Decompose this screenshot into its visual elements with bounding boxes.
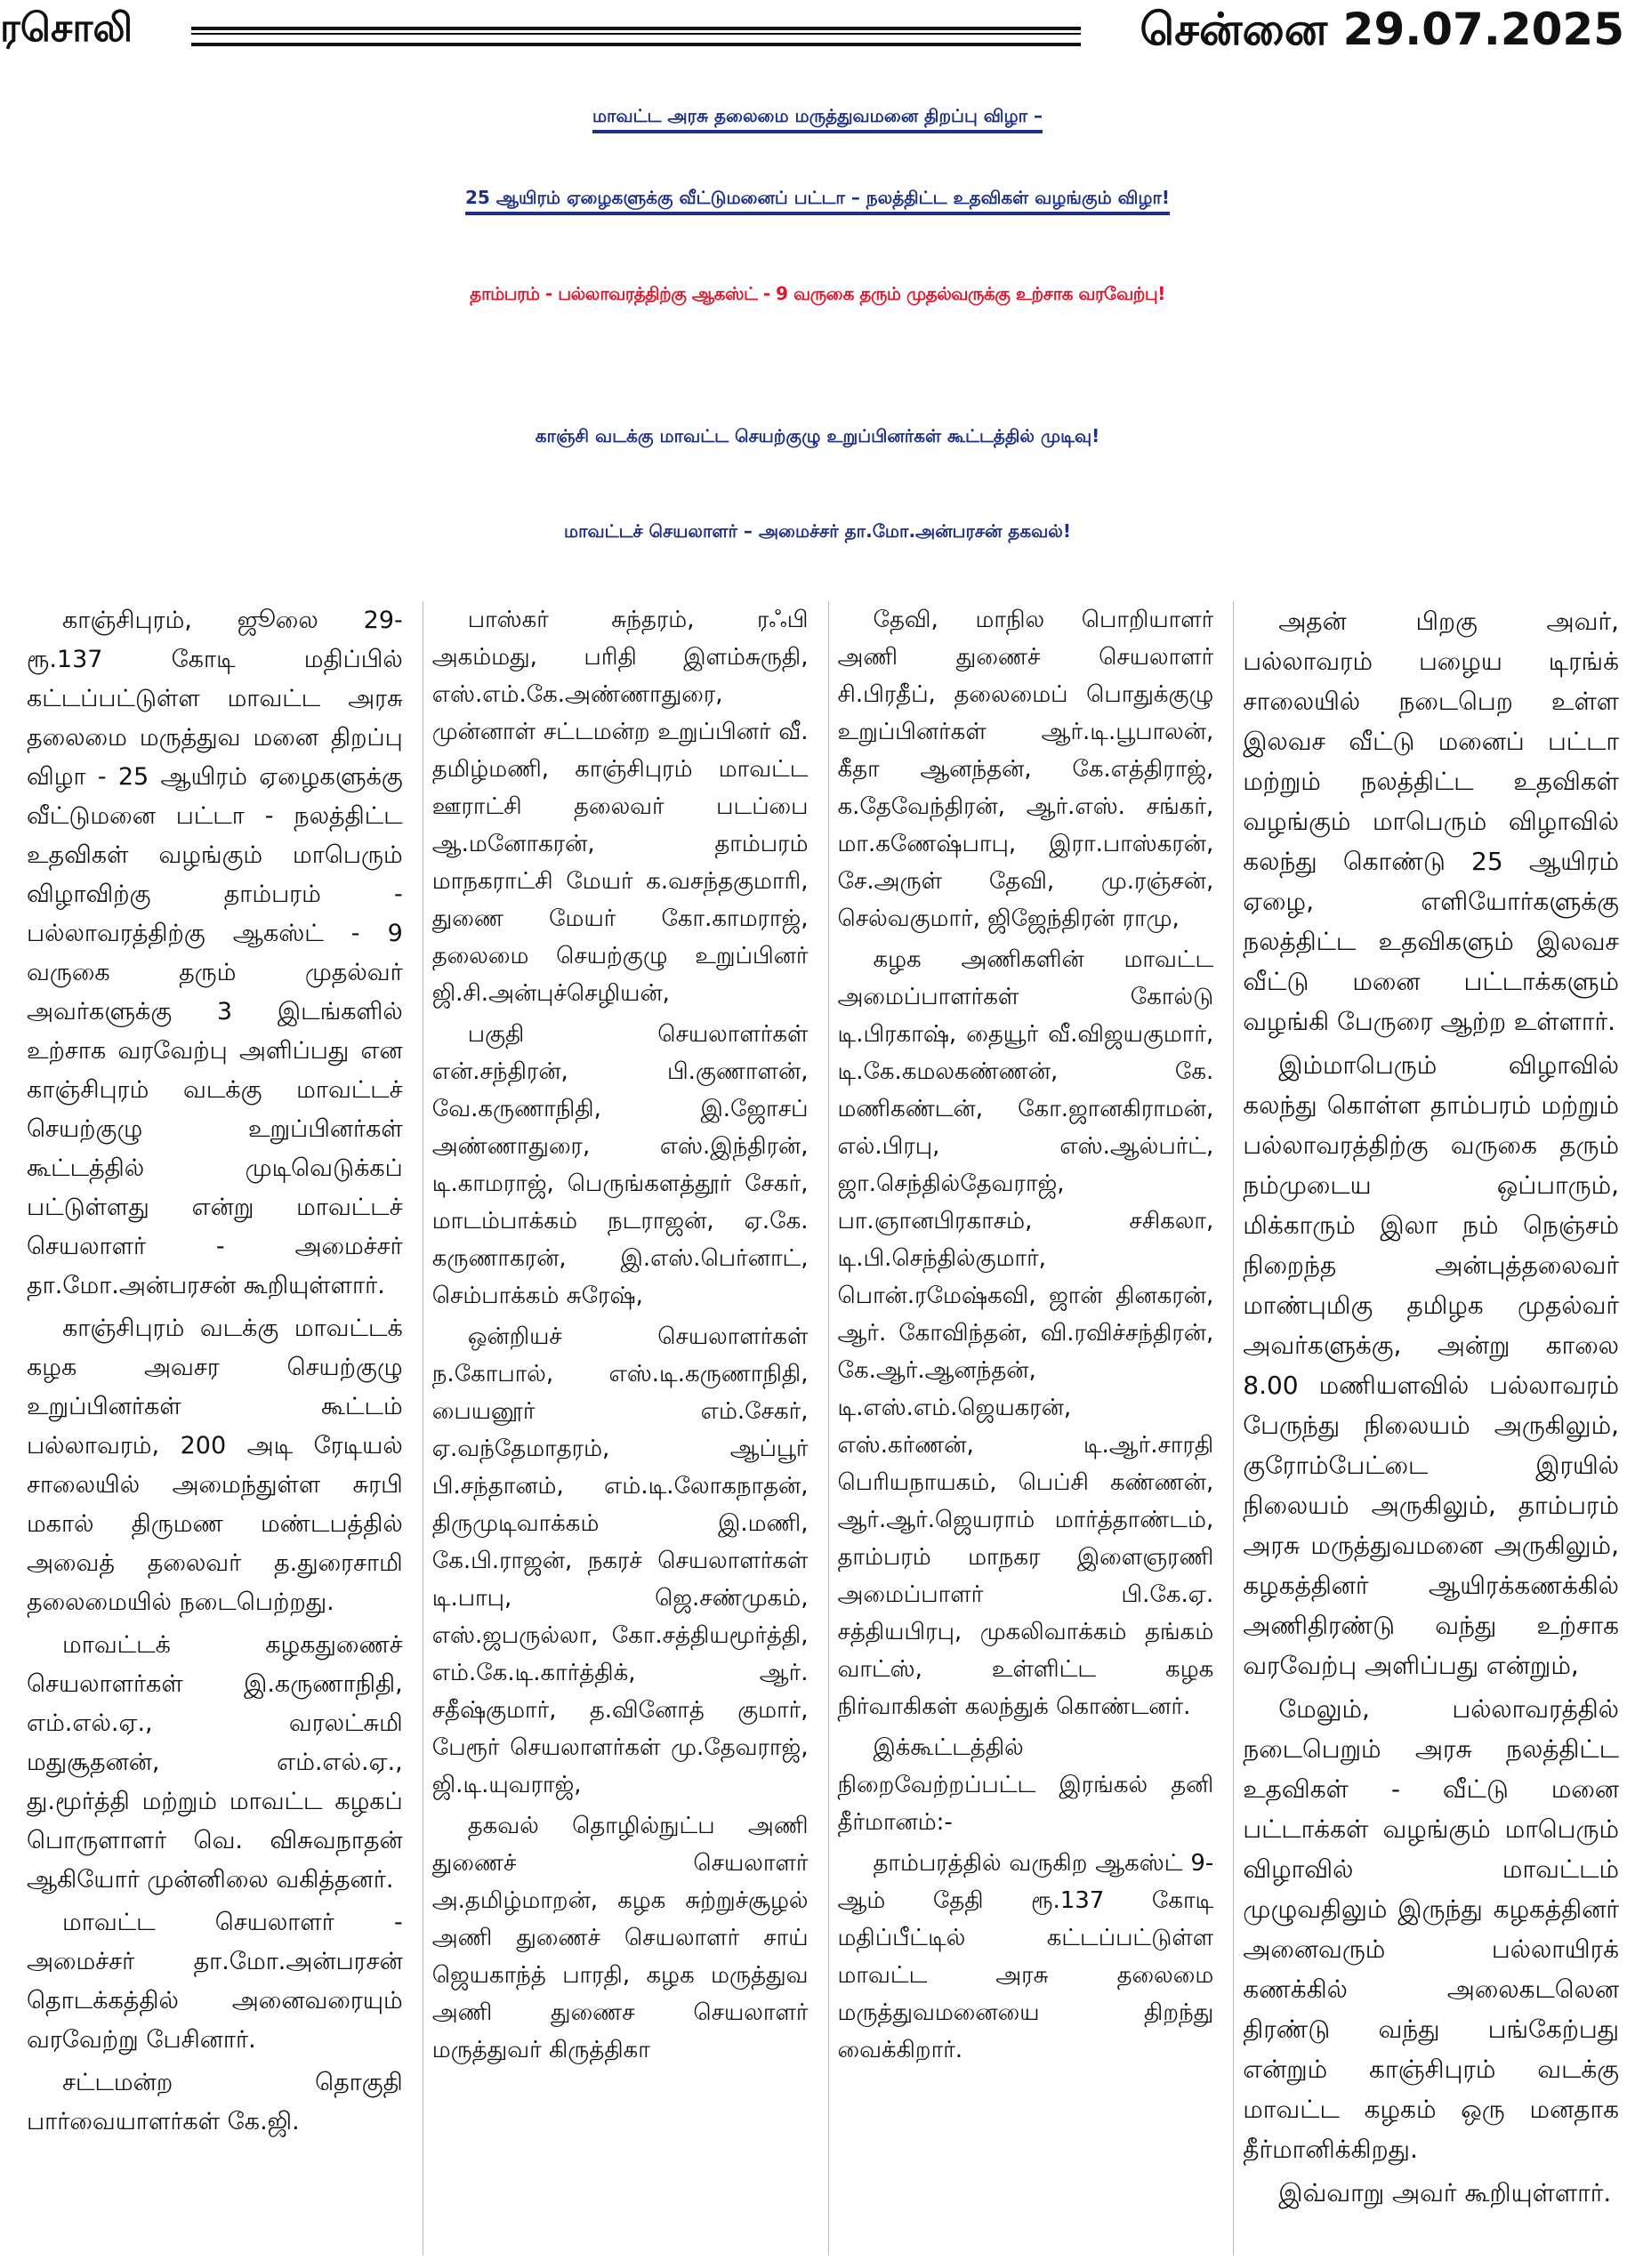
paragraph: இக்கூட்டத்தில் நிறைவேற்றப்பட்ட இரங்கல் தனி தீர்மானம்:- — [837, 1734, 1214, 1836]
headline-line-2 — [0, 187, 1635, 211]
paragraph: அதன் பிறகு அவர், பல்லாவரம் பழைய டிரங்க் சாலையில் நடைபெற உள்ள இலவச வீட்டு மனைப் பட்டா மற்றும் நலத்திட்ட உதவிகள் வழங்கும் மாபெரும் விழாவில் கலந்து கொண்டு 25 ஆயிரம் ஏழை, எளியோர்களுக்கு நலத்திட்ட உதவிகளும் இலவச வீட்டு மனை பட்டாக்களும் வழங்கி பேருரை ஆற்ற உள்ளார். — [1243, 607, 1619, 1036]
subheadline-1: காஞ்சி வடக்கு மாவட்ட செயற்குழு உறுப்பினர்கள் கூட்டத்தில் முடிவு! — [535, 425, 1100, 446]
paragraph: தேவி, மாநில பொறியாளர் அணி துணைச் செயலாளர் சி.பிரதீப், தலைமைப் பொதுக்குழு உறுப்பினர்கள் ஆர்.டி.பூபாலன், கீதா ஆனந்தன், கே.எத்திராஜ், க.தேவேந்திரன், ஆர்.எஸ். சங்கர், மா.கணேஷ்பாபு, இரா.பாஸ்கரன், சே.அருள் தேவி, மு.ரஞ்சன், செல்வகுமார், ஜிஜேந்திரன் ராமு, — [837, 607, 1214, 932]
paragraph: இவ்வாறு அவர் கூறியுள்ளார். — [1278, 2178, 1612, 2208]
paragraph: பகுதி செயலாளர்கள் என்.சந்திரன், பி.குணாளன், வே.கருணாநிதி, இ.ஜோசப் அண்ணாதுரை, எஸ்.இந்திரன், டி.காமராஜ், பெருங்களத்தூர் சேகர், மாடம்பாக்கம் நடராஜன், ஏ.கே. கருணாகரன், இ.எஸ்.பெர்னாட், செம்பாக்கம் சுரேஷ், — [431, 1021, 809, 1309]
headline-line-1-text: மாவட்ட அரசு தலைமை மருத்துவமனை திறப்பு விழா – — [592, 105, 1043, 133]
paragraph: தகவல் தொழில்நுட்ப அணி துணைச் செயலாளர் அ.தமிழ்மாறன், கழக சுற்றுச்சூழல் அணி துணைச் செயலாளர் சாய் ஜெயகாந்த் பாரதி, கழக மருத்துவ அணி துணைச செயலாளர் மருத்துவர் கிருத்திகா — [431, 1813, 809, 2063]
paragraph: காஞ்சிபுரம், ஜூலை 29- ரூ.137 கோடி மதிப்பில் கட்டப்பட்டுள்ள மாவட்ட அரசு தலைமை மருத்துவ மனை திறப்பு விழா - 25 ஆயிரம் ஏழைகளுக்கு வீட்டுமனை பட்டா - நலத்திட்ட உதவிகள் வழங்கும் மாபெரும் விழாவிற்கு தாம்பரம் - பல்லாவரத்திற்கு ஆகஸ்ட் - 9 வருகை தரும் முதல்வர் அவர்களுக்கு 3 இடங்களில் உற்சாக வரவேற்பு அளிப்பது என காஞ்சிபுரம் வடக்கு மாவட்டச் செயற்குழு உறுப்பினர்கள் கூட்டத்தில் முடிவெடுக்கப் பட்டுள்ளது என்று மாவட்டச் செயலாளர் - அமைச்சர் தா.மோ.அன்பரசன் கூறியுள்ளார். — [27, 607, 403, 1299]
paragraph: இம்மாபெரும் விழாவில் கலந்து கொள்ள தாம்பரம் மற்றும் பல்லாவரத்திற்கு வருகை தரும் நம்முடைய ஒப்பாரும், மிக்காரும் இலா நம் நெஞ்சம் நிறைந்த அன்புத்தலைவர் மாண்புமிகு தமிழக முதல்வர் அவர்களுக்கு, அன்று காலை 8.00 மணியளவில் பல்லாவரம் பேருந்து நிலையம் அருகிலும், குரோம்பேட்டை இரயில் நிலையம் அருகிலும், தாம்பரம் அரசு மருத்துவமனை அருகிலும், கழகத்தினர் ஆயிரக்கணக்கில் அணிதிரண்டு வந்து உற்சாக வரவேற்பு அளிப்பது என்றும், — [1243, 1050, 1619, 1680]
article-column-2 — [423, 601, 809, 2256]
article-column-4 — [1233, 601, 1619, 2256]
headline-line-1 — [0, 105, 1635, 129]
article-column-3 — [828, 601, 1214, 2256]
masthead — [0, 0, 1635, 62]
masthead-rule — [191, 27, 1081, 46]
paragraph: சட்டமன்ற தொகுதி பார்வையாளர்கள் கே.ஜி. — [27, 2069, 403, 2135]
paragraph: மாவட்டக் கழகதுணைச் செயலாளர்கள் இ.கருணாநிதி, எம்.எல்.ஏ., வரலட்சுமி மதுசூதனன், எம்.எல்.ஏ., து.மூர்த்தி மற்றும் மாவட்ட கழகப் பொருளாளர் வெ. விசுவநாதன் ஆகியோர் முன்னிலை வகித்தனர். — [27, 1631, 403, 1894]
subheadline-2: மாவட்டச் செயலாளர் – அமைச்சர் தா.மோ.அன்பரசன் தகவல்! — [564, 520, 1071, 542]
paragraph: மாவட்ட செயலாளர் - அமைச்சர் தா.மோ.அன்பரசன் தொடக்கத்தில் அனைவரையும் வரவேற்று பேசினார். — [27, 1909, 403, 2054]
article-body — [27, 601, 1619, 2256]
paragraph: மேலும், பல்லாவரத்தில் நடைபெறும் அரசு நலத்திட்ட உதவிகள் - வீட்டு மனை பட்டாக்கள் வழங்கும் மாபெரும் விழாவில் மாவட்டம் முழுவதிலும் இருந்து கழகத்தினர் அனைவரும் பல்லாயிரக் கணக்கில் அலைகடலென திரண்டு வந்து பங்கேற்பது என்றும் காஞ்சிபுரம் வடக்கு மாவட்ட கழகம் ஒரு மனதாக தீர்மானிக்கிறது. — [1243, 1694, 1619, 2164]
paragraph: தாம்பரத்தில் வருகிற ஆகஸ்ட் 9-ஆம் தேதி ரூ.137 கோடி மதிப்பீட்டில் கட்டப்பட்டுள்ள மாவட்ட அரசு தலைமை மருத்துவமனையை திறந்து வைக்கிறார். — [837, 1850, 1214, 2063]
paragraph: ஒன்றியச் செயலாளர்கள் ந.கோபால், எஸ்.டி.கருணாநிதி, பையனூர் எம்.சேகர், ஏ.வந்தேமாதரம், ஆப்பூர் பி.சந்தானம், எம்.டி.லோகநாதன், திருமுடிவாக்கம் இ.மணி, கே.பி.ராஜன், நகரச் செயலாளர்கள் டி.பாபு, ஜெ.சண்முகம், எஸ்.ஜபருல்லா, கோ.சத்தியமூர்த்தி, எம்.கே.டி.கார்த்திக், ஆர். சதீஷ்குமார், த.வினோத் குமார், பேரூர் செயலாளர்கள் மு.தேவராஜ், ஜி.டி.யுவராஜ், — [431, 1323, 809, 1798]
article-column-1 — [27, 601, 403, 2256]
paragraph: காஞ்சிபுரம் வடக்கு மாவட்டக் கழக அவசர செயற்குழு உறுப்பினர்கள் கூட்டம் பல்லாவரம், 200 அடி ரேடியல் சாலையில் அமைந்துள்ள சுரபி மகால் திருமண மண்டபத்தில் அவைத் தலைவர் த.துரைசாமி தலைமையில் நடைபெற்றது. — [27, 1315, 403, 1616]
paragraph: பாஸ்கர் சுந்தரம், ரஃபி அகம்மது, பரிதி இளம்சுருதி, எஸ்.எம்.கே.அண்ணாதுரை, முன்னாள் சட்டமன்ற உறுப்பினர் வீ. தமிழ்மணி, காஞ்சிபுரம் மாவட்ட ஊராட்சி தலைவர் படப்பை ஆ.மனோகரன், தாம்பரம் மாநகராட்சி மேயர் க.வசந்தகுமாரி, துணை மேயர் கோ.காமராஜ், தலைமை செயற்குழு உறுப்பினர் ஜி.சி.அன்புச்செழியன், — [431, 607, 809, 1007]
paragraph: கழக அணிகளின் மாவட்ட அமைப்பாளர்கள் கோல்டு டி.பிரகாஷ், தையூர் வீ.விஜயகுமார், டி.கே.கமலகண்ணன், கே. மணிகண்டன், கோ.ஜானகிராமன், எல்.பிரபு, எஸ்.ஆல்பர்ட், ஜா.செந்தில்தேவராஜ், பா.ஞானபிரகாசம், சசிகலா, டி.பி.செந்தில்குமார், பொன்.ரமேஷ்கவி, ஜான் தினகரன், ஆர். கோவிந்தன், வி.ரவிச்சந்திரன், கே.ஆர்.ஆனந்தன், டி.எஸ்.எம்.ஜெயகரன், எஸ்.கர்ணன், டி.ஆர்.சாரதி பெரியநாயகம், பெப்சி கண்ணன், ஆர்.ஆர்.ஜெயராம் மார்த்தாண்டம், தாம்பரம் மாநகர இளைஞரணி அமைப்பாளர் பி.கே.ஏ. சத்தியபிரபு, முகலிவாக்கம் தங்கம் வாட்ஸ், உள்ளிட்ட கழக நிர்வாகிகள் கலந்துக் கொண்டனர். — [837, 946, 1214, 1720]
dateline: சென்னை 29.07.2025 — [1140, 4, 1624, 55]
headline-line-2-text: 25 ஆயிரம் ஏழைகளுக்கு வீட்டுமனைப் பட்டா – நலத்திட்ட உதவிகள் வழங்கும் விழா! — [465, 187, 1170, 215]
newspaper-name: ரசொலி — [0, 5, 133, 51]
headline-red: தாம்பரம் - பல்லாவரத்திற்கு ஆகஸ்ட் - 9 வருகை தரும் முதல்வருக்கு உற்சாக வரவேற்பு! — [470, 283, 1165, 304]
